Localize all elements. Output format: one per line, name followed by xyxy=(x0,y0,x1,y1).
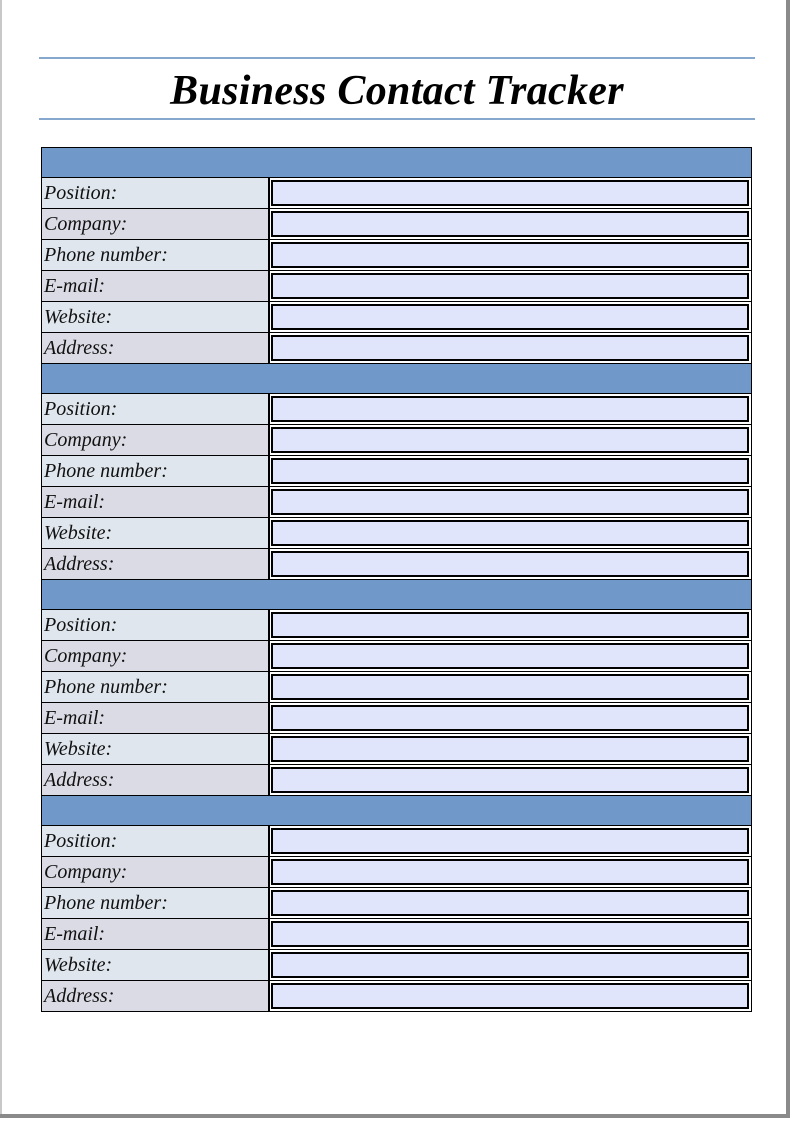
field-value-cell xyxy=(270,919,751,949)
field-label: Position: xyxy=(42,826,270,856)
contact-field-row xyxy=(42,826,751,857)
field-value-cell xyxy=(270,394,751,424)
contact-field-row xyxy=(42,333,751,364)
contact-section-header xyxy=(42,580,751,610)
contact-field-row xyxy=(42,703,751,734)
contact-section-header xyxy=(42,364,751,394)
field-value-input[interactable] xyxy=(271,180,749,206)
field-value-cell xyxy=(270,641,751,671)
field-value-input[interactable] xyxy=(271,427,749,453)
field-value-cell xyxy=(270,826,751,856)
contact-field-row xyxy=(42,641,751,672)
field-value-input[interactable] xyxy=(271,458,749,484)
field-value-input[interactable] xyxy=(271,273,749,299)
field-value-input[interactable] xyxy=(271,705,749,731)
contact-field-row xyxy=(42,518,751,549)
field-label: E-mail: xyxy=(42,487,270,517)
field-value-input[interactable] xyxy=(271,952,749,978)
field-label: Website: xyxy=(42,302,270,332)
field-value-cell xyxy=(270,271,751,301)
field-value-input[interactable] xyxy=(271,520,749,546)
field-label: Address: xyxy=(42,981,270,1011)
field-value-input[interactable] xyxy=(271,211,749,237)
contact-section-header xyxy=(42,148,751,178)
contact-section xyxy=(42,580,751,796)
contact-section xyxy=(42,148,751,364)
field-value-input[interactable] xyxy=(271,890,749,916)
field-value-cell xyxy=(270,302,751,332)
field-label: Phone number: xyxy=(42,888,270,918)
contact-field-row xyxy=(42,425,751,456)
contact-field-row xyxy=(42,981,751,1011)
field-value-cell xyxy=(270,425,751,455)
contact-field-row xyxy=(42,456,751,487)
contact-field-row xyxy=(42,271,751,302)
field-value-cell xyxy=(270,703,751,733)
field-label: Phone number: xyxy=(42,240,270,270)
contact-section xyxy=(42,796,751,1011)
field-label: Position: xyxy=(42,178,270,208)
contact-field-row xyxy=(42,734,751,765)
field-value-cell xyxy=(270,518,751,548)
contact-field-row xyxy=(42,302,751,333)
field-value-input[interactable] xyxy=(271,859,749,885)
field-value-input[interactable] xyxy=(271,921,749,947)
contact-field-row xyxy=(42,394,751,425)
contact-section xyxy=(42,364,751,580)
field-value-cell xyxy=(270,333,751,363)
field-value-input[interactable] xyxy=(271,489,749,515)
contact-field-row xyxy=(42,178,751,209)
field-value-input[interactable] xyxy=(271,736,749,762)
contact-field-row xyxy=(42,487,751,518)
contact-field-row xyxy=(42,209,751,240)
contact-field-row xyxy=(42,240,751,271)
field-label: Company: xyxy=(42,425,270,455)
field-label: Company: xyxy=(42,641,270,671)
title-rule-bottom xyxy=(39,118,755,120)
field-value-input[interactable] xyxy=(271,643,749,669)
title-rule-top xyxy=(39,57,755,59)
field-value-input[interactable] xyxy=(271,983,749,1009)
field-value-cell xyxy=(270,981,751,1011)
field-label: Website: xyxy=(42,950,270,980)
field-label: Website: xyxy=(42,518,270,548)
document-title: Business Contact Tracker xyxy=(170,68,624,114)
contact-section-header xyxy=(42,796,751,826)
field-value-input[interactable] xyxy=(271,828,749,854)
field-value-cell xyxy=(270,487,751,517)
field-value-cell xyxy=(270,240,751,270)
page-edge xyxy=(0,0,2,1114)
contact-field-row xyxy=(42,950,751,981)
field-value-cell xyxy=(270,950,751,980)
field-label: Website: xyxy=(42,734,270,764)
contact-field-row xyxy=(42,549,751,580)
field-value-cell xyxy=(270,549,751,579)
field-value-input[interactable] xyxy=(271,612,749,638)
field-value-cell xyxy=(270,610,751,640)
field-value-cell xyxy=(270,672,751,702)
field-label: Company: xyxy=(42,209,270,239)
contact-field-row xyxy=(42,857,751,888)
field-value-input[interactable] xyxy=(271,674,749,700)
field-value-cell xyxy=(270,456,751,486)
field-value-input[interactable] xyxy=(271,304,749,330)
field-value-input[interactable] xyxy=(271,396,749,422)
contact-field-row xyxy=(42,765,751,796)
field-value-input[interactable] xyxy=(271,335,749,361)
field-label: Position: xyxy=(42,610,270,640)
contact-field-row xyxy=(42,672,751,703)
contact-tracker-table xyxy=(41,147,752,1012)
field-label: Address: xyxy=(42,765,270,795)
field-label: E-mail: xyxy=(42,271,270,301)
field-label: Phone number: xyxy=(42,456,270,486)
field-label: Address: xyxy=(42,333,270,363)
field-value-cell xyxy=(270,888,751,918)
field-value-cell xyxy=(270,209,751,239)
contact-field-row xyxy=(42,610,751,641)
field-value-cell xyxy=(270,178,751,208)
field-value-cell xyxy=(270,857,751,887)
field-label: Company: xyxy=(42,857,270,887)
field-label: E-mail: xyxy=(42,919,270,949)
field-value-cell xyxy=(270,765,751,795)
field-value-input[interactable] xyxy=(271,767,749,793)
field-label: E-mail: xyxy=(42,703,270,733)
field-value-input[interactable] xyxy=(271,551,749,577)
contact-field-row xyxy=(42,919,751,950)
field-value-input[interactable] xyxy=(271,242,749,268)
field-label: Phone number: xyxy=(42,672,270,702)
contact-field-row xyxy=(42,888,751,919)
field-label: Position: xyxy=(42,394,270,424)
field-label: Address: xyxy=(42,549,270,579)
field-value-cell xyxy=(270,734,751,764)
